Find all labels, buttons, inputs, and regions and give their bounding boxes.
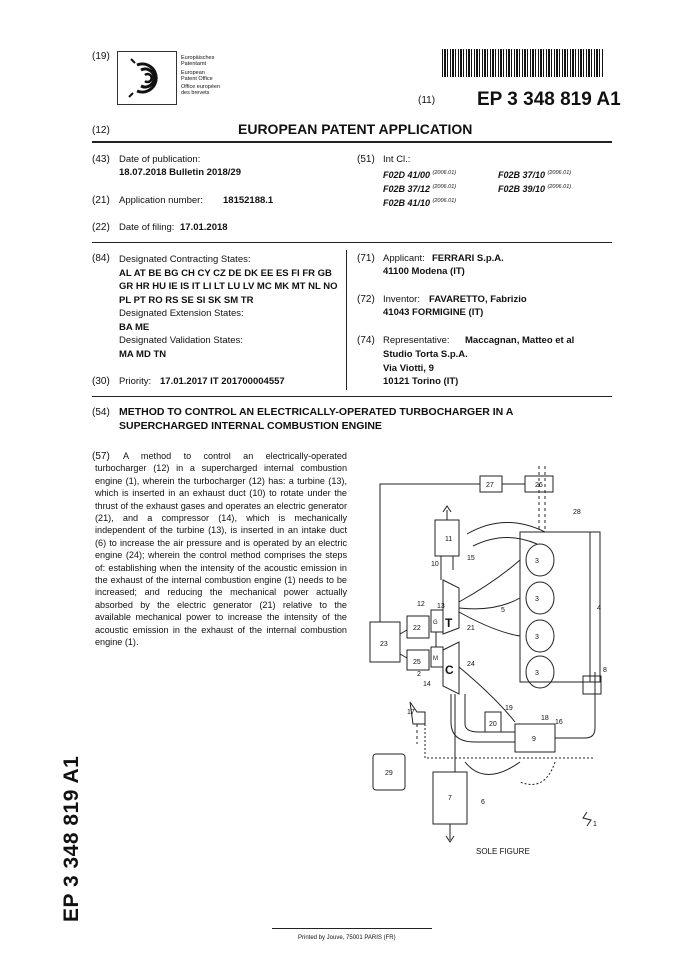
engine-block <box>520 532 590 682</box>
intcl-col1 <box>383 167 456 209</box>
motor-label: M <box>433 656 438 662</box>
extension-value: BA ME <box>119 321 150 333</box>
header-divider <box>92 141 612 143</box>
label-6: 6 <box>481 799 485 806</box>
label-7: 7 <box>448 795 452 802</box>
compressor-label: C <box>445 663 454 677</box>
app-number-value: 18152188.1 <box>223 195 274 206</box>
filing-date-label: Date of filing: <box>119 222 175 233</box>
applicant-name: FERRARI S.p.A. <box>432 253 504 264</box>
inventor-address: 41043 FORMIGINE (IT) <box>383 307 484 318</box>
states-line: AL AT BE BG CH CY CZ DE DK EE ES FI FR GB <box>119 267 332 279</box>
exhaust-arrow <box>443 506 451 520</box>
label-20: 20 <box>489 721 497 728</box>
label-8: 8 <box>603 667 607 674</box>
cylinder <box>526 582 554 614</box>
code-54: (54) <box>92 407 110 418</box>
code-43: (43) <box>92 154 110 165</box>
label-28: 28 <box>573 509 581 516</box>
turbine-label: T <box>445 616 453 630</box>
label-5: 5 <box>501 607 505 614</box>
validation-label: Designated Validation States: <box>119 335 243 346</box>
office-line: European <box>181 69 205 76</box>
label-22: 22 <box>413 625 421 632</box>
states-line: PL PT RO RS SE SI SK SM TR <box>119 294 254 306</box>
box-8 <box>583 676 601 694</box>
footer-divider <box>272 928 432 929</box>
office-line: Europäisches <box>181 55 215 61</box>
intake-duct <box>451 694 515 742</box>
code-12: (12) <box>92 125 110 136</box>
inventor-name: FAVARETTO, Fabrizio <box>429 294 527 305</box>
office-line: Office européen <box>181 84 221 91</box>
intcl-entry: F02B 41/10 $^{(2006.01)}$ <box>383 198 457 208</box>
label-9: 9 <box>532 736 536 743</box>
column-divider <box>346 250 347 390</box>
label-13: 13 <box>437 603 445 610</box>
app-number-label: Application number: <box>119 195 203 206</box>
label-4: 4 <box>597 605 601 612</box>
applicant-label: Applicant: <box>383 253 425 264</box>
label-12: 12 <box>417 601 425 608</box>
engine-diagram <box>355 462 615 847</box>
code-72: (72) <box>357 294 375 305</box>
code-57: (57) <box>92 451 110 462</box>
code-19: (19) <box>92 51 110 62</box>
label-23: 23 <box>380 641 388 648</box>
office-names <box>181 55 220 97</box>
label-3: 3 <box>535 558 539 565</box>
invention-title <box>119 406 513 433</box>
label-21: 21 <box>467 625 475 632</box>
label-14: 14 <box>423 681 431 688</box>
biblio-divider <box>92 242 612 243</box>
barcode <box>442 49 604 77</box>
states-label: Designated Contracting States: <box>119 254 251 265</box>
label-17: 17 <box>407 709 415 716</box>
label-19: 19 <box>505 705 513 712</box>
cylinder <box>526 544 554 576</box>
code-51: (51) <box>357 154 375 165</box>
code-21: (21) <box>92 195 110 206</box>
side-publication-number: EP 3 348 819 A1 <box>60 755 83 922</box>
extension-label: Designated Extension States: <box>119 308 244 319</box>
figure-caption: SOLE FIGURE <box>476 847 530 856</box>
label-2: 2 <box>417 671 421 678</box>
validation-value: MA MD TN <box>119 348 167 360</box>
intcl-entry: F02B 37/12 $^{(2006.01)}$ <box>383 184 457 194</box>
label-3: 3 <box>535 596 539 603</box>
priority-value: 17.01.2017 IT 201700004557 <box>160 376 285 387</box>
code-84: (84) <box>92 253 110 264</box>
control-wire <box>380 484 480 622</box>
code-74: (74) <box>357 335 375 346</box>
label-18: 18 <box>541 715 549 722</box>
code-30: (30) <box>92 376 110 387</box>
abstract-text: A method to control an electrically-operated turbocharger (12) in a supercharged internal combustion engine (1), wherein the turbocharger (12) has: a turbine (13), which is inserted in an exhaust duct (10) to rotate under the thrust of the exhaust gases and operates an electric generator (21), and a compressor (14), which is mechanically independent of the turbine (13), is inserted in an intake duct (6) to increase the air pressure and is operated by an electric engine (24); wherein the control method comprises the steps of: establishing when the intensity of the acoustic emission in the exhaust of the internal combustion engine (1) needs to be increased; and reducing the mechanical power actually absorbed by the electric generator (21) relative to the available mechanical power to increase the intensity of the acoustic emission in the exhaust of the internal combustion engine (1). <box>95 451 347 648</box>
intcl-col2 <box>498 167 571 195</box>
intcl-entry: F02B 37/10 $^{(2006.01)}$ <box>498 170 572 180</box>
address-line: 10121 Torino (IT) <box>383 376 459 387</box>
pub-date-label: Date of publication: <box>119 154 201 165</box>
office-line: Patent Office <box>181 75 213 82</box>
pub-date-value: 18.07.2018 Bulletin 2018/29 <box>119 167 241 178</box>
intcl-label: Int Cl.: <box>383 154 411 165</box>
intcl-entry: F02D 41/00 $^{(2006.01)}$ <box>383 170 457 180</box>
representative-label: Representative: <box>383 335 450 346</box>
code-71: (71) <box>357 253 375 264</box>
label-16: 16 <box>555 719 563 726</box>
applicant-address: 41100 Modena (IT) <box>383 266 465 277</box>
representative-address <box>383 348 468 389</box>
filing-date-value: 17.01.2018 <box>180 222 228 233</box>
representative-name: Maccagnan, Matteo et al <box>465 335 575 346</box>
label-10: 10 <box>431 561 439 568</box>
states-line: GR HR HU IE IS IT LI LT LU LV MC MK MT NL NO <box>119 281 338 292</box>
office-line: des brevets <box>181 90 210 97</box>
document-type: EUROPEAN PATENT APPLICATION <box>238 121 473 137</box>
label-11: 11 <box>445 536 453 543</box>
intcl-entry: F02B 39/10 $^{(2006.01)}$ <box>498 184 572 194</box>
epo-logo <box>117 51 227 105</box>
label-3: 3 <box>535 670 539 677</box>
office-line: Patentamt <box>181 61 207 68</box>
epo-logo-icon <box>117 51 177 105</box>
code-11: (11) <box>418 95 436 106</box>
label-29: 29 <box>385 770 393 777</box>
title-line: SUPERCHARGED INTERNAL COMBUSTION ENGINE <box>119 419 382 432</box>
label-27: 27 <box>486 482 494 489</box>
generator-label: G <box>433 620 438 626</box>
label-24: 24 <box>467 661 475 668</box>
priority-label: Priority: <box>119 376 152 387</box>
designated-states <box>119 253 338 361</box>
address-line: Studio Torta S.p.A. <box>383 349 468 360</box>
label-15: 15 <box>467 555 475 562</box>
label-1: 1 <box>593 821 597 828</box>
inventor-label: Inventor: <box>383 294 420 305</box>
title-line: METHOD TO CONTROL AN ELECTRICALLY-OPERATED TURBOCHARGER IN A <box>119 406 514 418</box>
cylinder <box>526 620 554 652</box>
publication-number: EP 3 348 819 A1 <box>477 89 621 110</box>
label-26: 26 <box>535 482 543 489</box>
label-3: 3 <box>535 634 539 641</box>
title-divider <box>92 396 612 397</box>
address-line: Via Viotti, 9 <box>383 362 434 374</box>
printer-line: Printed by Jouve, 75001 PARIS (FR) <box>298 935 396 941</box>
label-25: 25 <box>413 659 421 666</box>
code-22: (22) <box>92 222 110 233</box>
cylinder <box>526 656 554 688</box>
